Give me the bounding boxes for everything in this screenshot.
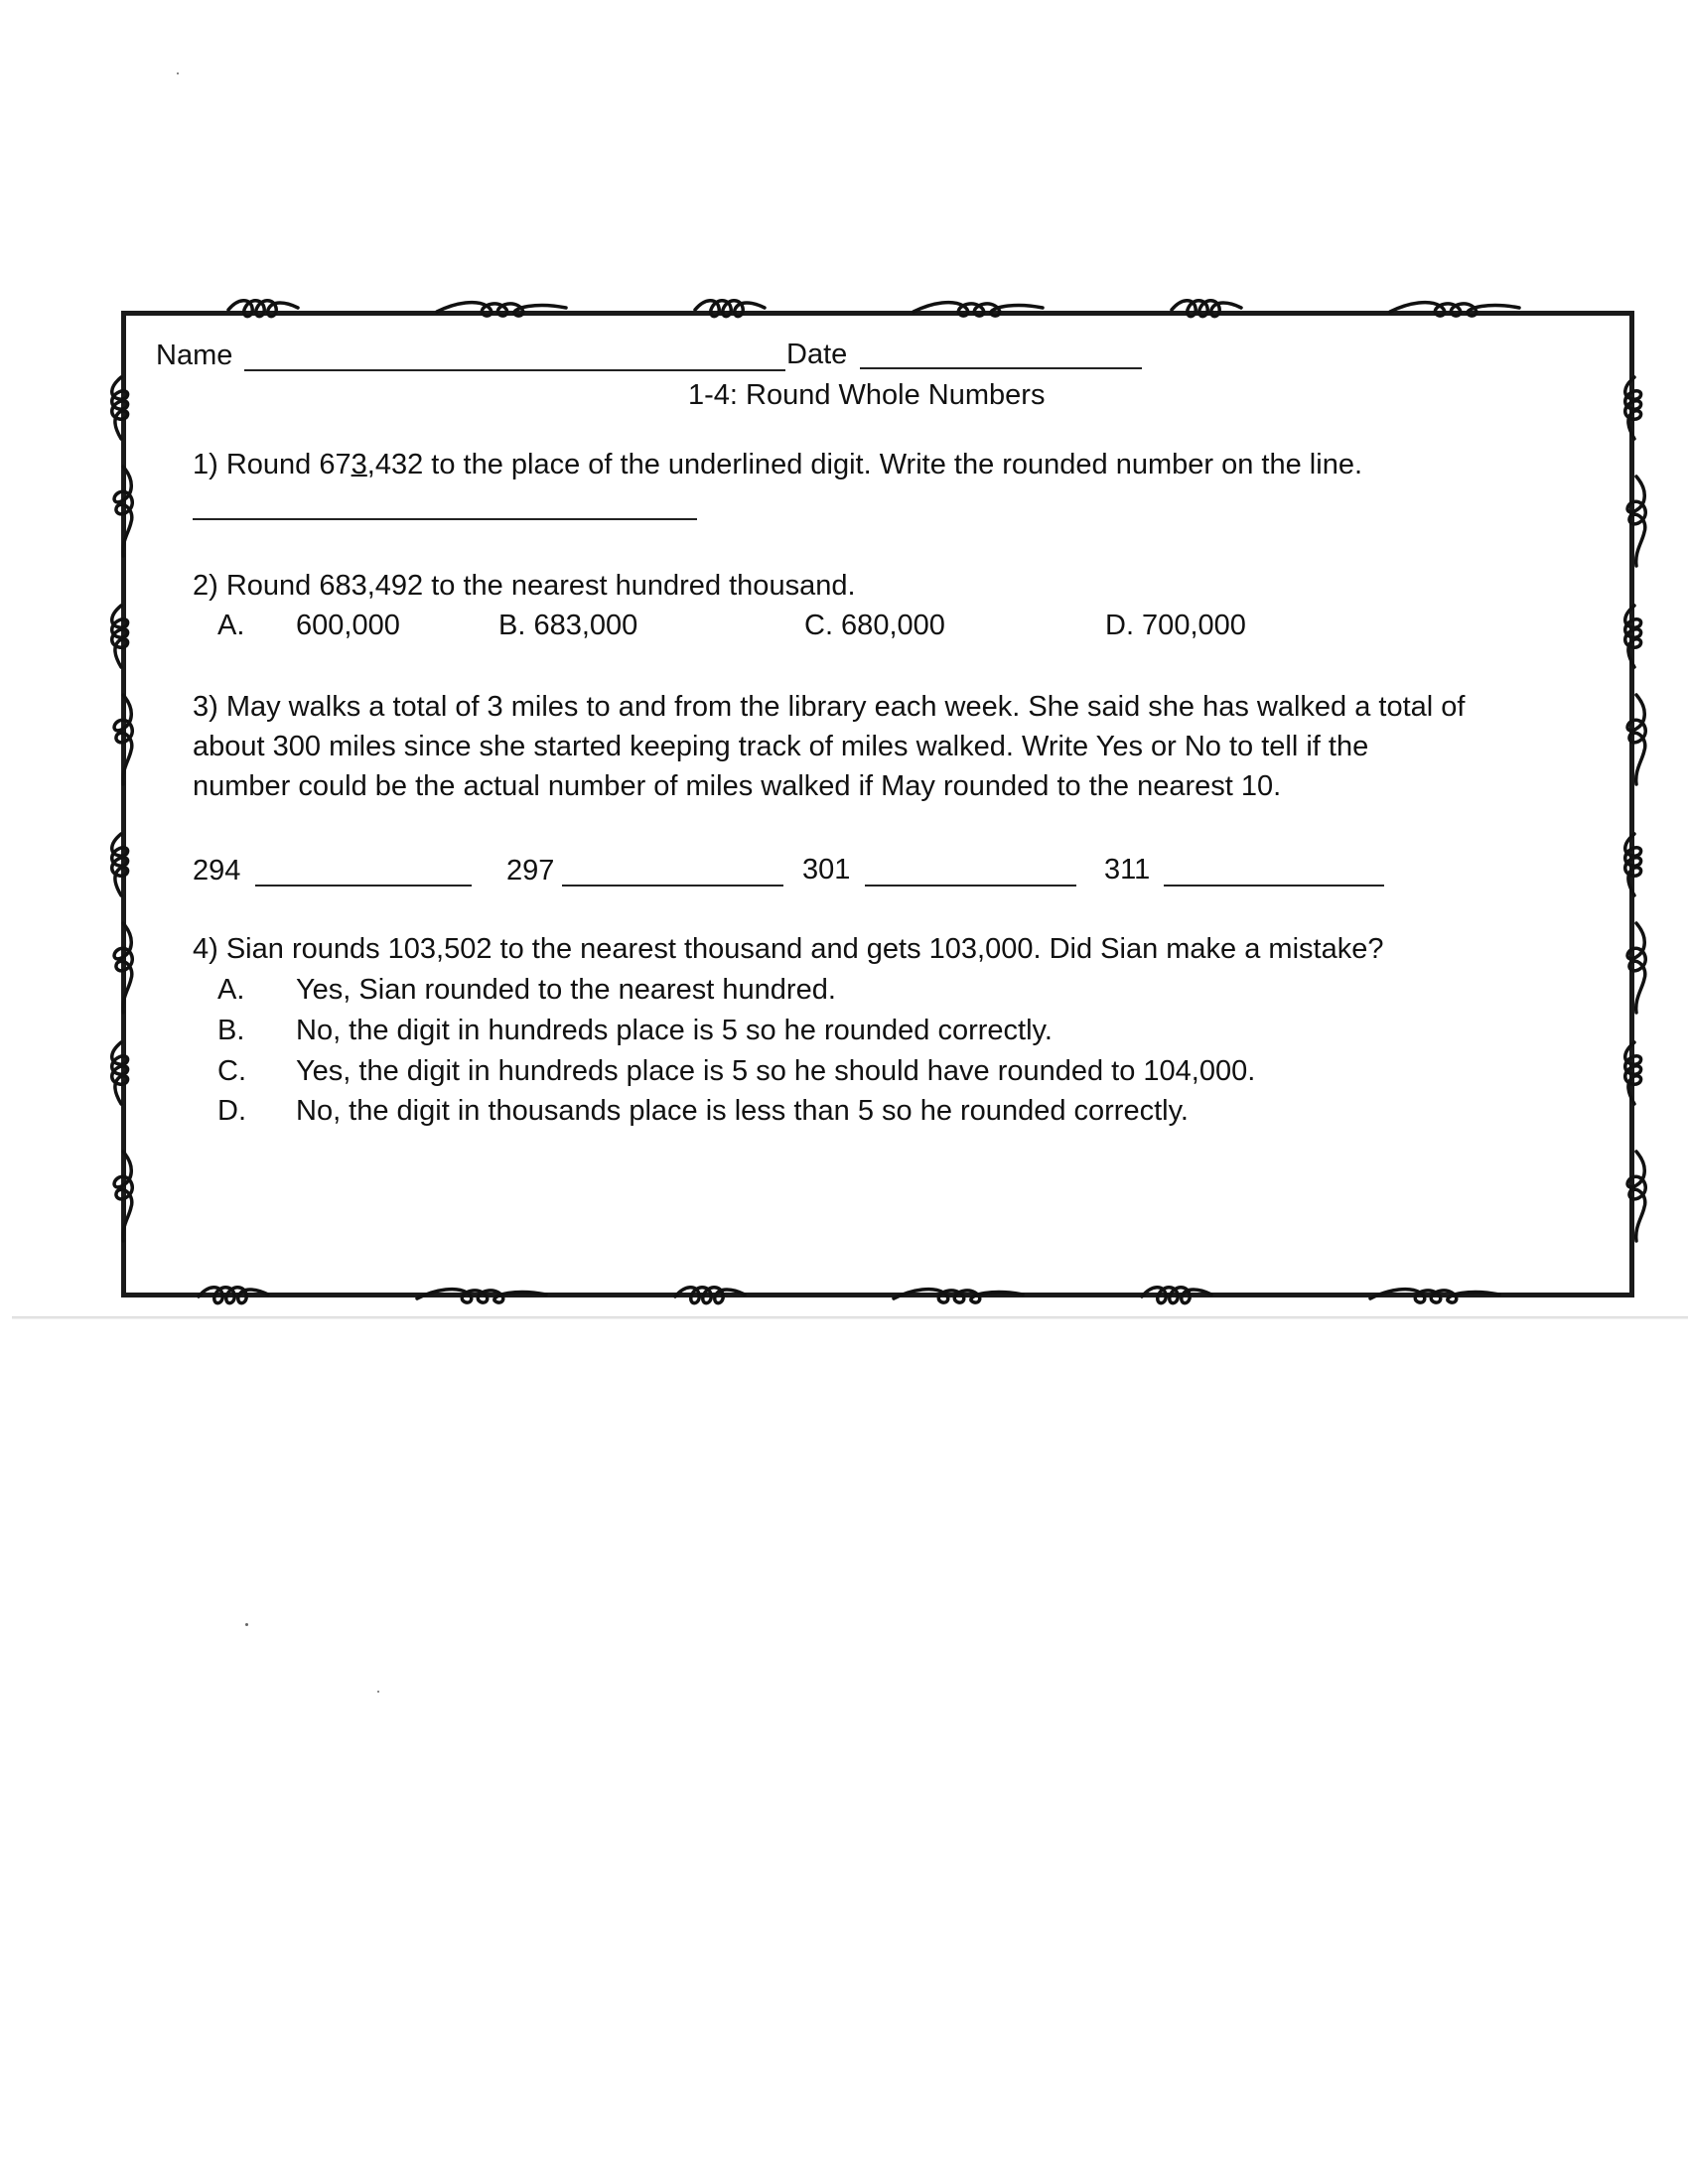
q3-value-294: 294 bbox=[193, 855, 241, 887]
q1-suffix: ,432 to the place of the underlined digit. Write the rounded number on the line. bbox=[366, 449, 1363, 480]
date-blank-line[interactable] bbox=[860, 367, 1142, 369]
q4-option-c-letter[interactable]: C. bbox=[217, 1055, 246, 1087]
q4-option-a-text[interactable]: Yes, Sian rounded to the nearest hundred. bbox=[296, 974, 836, 1006]
q3-answer-line-297[interactable] bbox=[562, 885, 783, 887]
worksheet-title: 1-4: Round Whole Numbers bbox=[688, 379, 1046, 411]
q2-question: 2) Round 683,492 to the nearest hundred thousand. bbox=[193, 570, 856, 602]
q3-answer-line-294[interactable] bbox=[255, 885, 472, 887]
q4-option-b-text[interactable]: No, the digit in hundreds place is 5 so he rounded correctly. bbox=[296, 1015, 1053, 1046]
q3-answer-line-311[interactable] bbox=[1164, 885, 1384, 887]
name-blank-line[interactable] bbox=[244, 369, 785, 371]
q3-line-3: number could be the actual number of miles walked if May rounded to the nearest 10. bbox=[193, 770, 1282, 802]
q4-question: 4) Sian rounds 103,502 to the nearest thousand and gets 103,000. Did Sian make a mistake? bbox=[193, 933, 1384, 965]
q2-option-d[interactable]: D. 700,000 bbox=[1105, 610, 1246, 641]
q4-option-a-letter[interactable]: A. bbox=[217, 974, 245, 1006]
q2-option-a-value[interactable]: 600,000 bbox=[296, 610, 400, 641]
q1-prefix: 1) Round 67 bbox=[193, 449, 352, 480]
q1-underlined-digit: 3 bbox=[351, 449, 367, 480]
q3-value-311: 311 bbox=[1104, 854, 1151, 886]
page-fold-line bbox=[12, 1316, 1688, 1319]
scan-speck bbox=[377, 1691, 379, 1693]
q2-option-b[interactable]: B. 683,000 bbox=[498, 610, 638, 641]
q4-option-d-letter[interactable]: D. bbox=[217, 1095, 246, 1127]
scan-speck bbox=[177, 72, 179, 74]
q2-option-a-letter[interactable]: A. bbox=[217, 610, 245, 641]
q3-line-2: about 300 miles since she started keeping track of miles walked. Write Yes or No to tell if the bbox=[193, 731, 1369, 762]
q3-value-297: 297 bbox=[506, 855, 555, 887]
date-label: Date bbox=[786, 339, 848, 370]
q4-option-c-text[interactable]: Yes, the digit in hundreds place is 5 so he should have rounded to 104,000. bbox=[296, 1055, 1256, 1087]
q3-line-1: 3) May walks a total of 3 miles to and from the library each week. She said she has walked a total of bbox=[193, 691, 1466, 723]
q2-option-c[interactable]: C. 680,000 bbox=[804, 610, 945, 641]
name-label: Name bbox=[156, 340, 233, 371]
q4-option-b-letter[interactable]: B. bbox=[217, 1015, 245, 1046]
q3-value-301: 301 bbox=[802, 854, 851, 886]
q1-question bbox=[193, 448, 1362, 481]
scan-speck bbox=[245, 1623, 248, 1626]
q3-answer-line-301[interactable] bbox=[865, 885, 1076, 887]
q4-option-d-text[interactable]: No, the digit in thousands place is less than 5 so he rounded correctly. bbox=[296, 1095, 1189, 1127]
q1-answer-line[interactable] bbox=[193, 518, 697, 520]
